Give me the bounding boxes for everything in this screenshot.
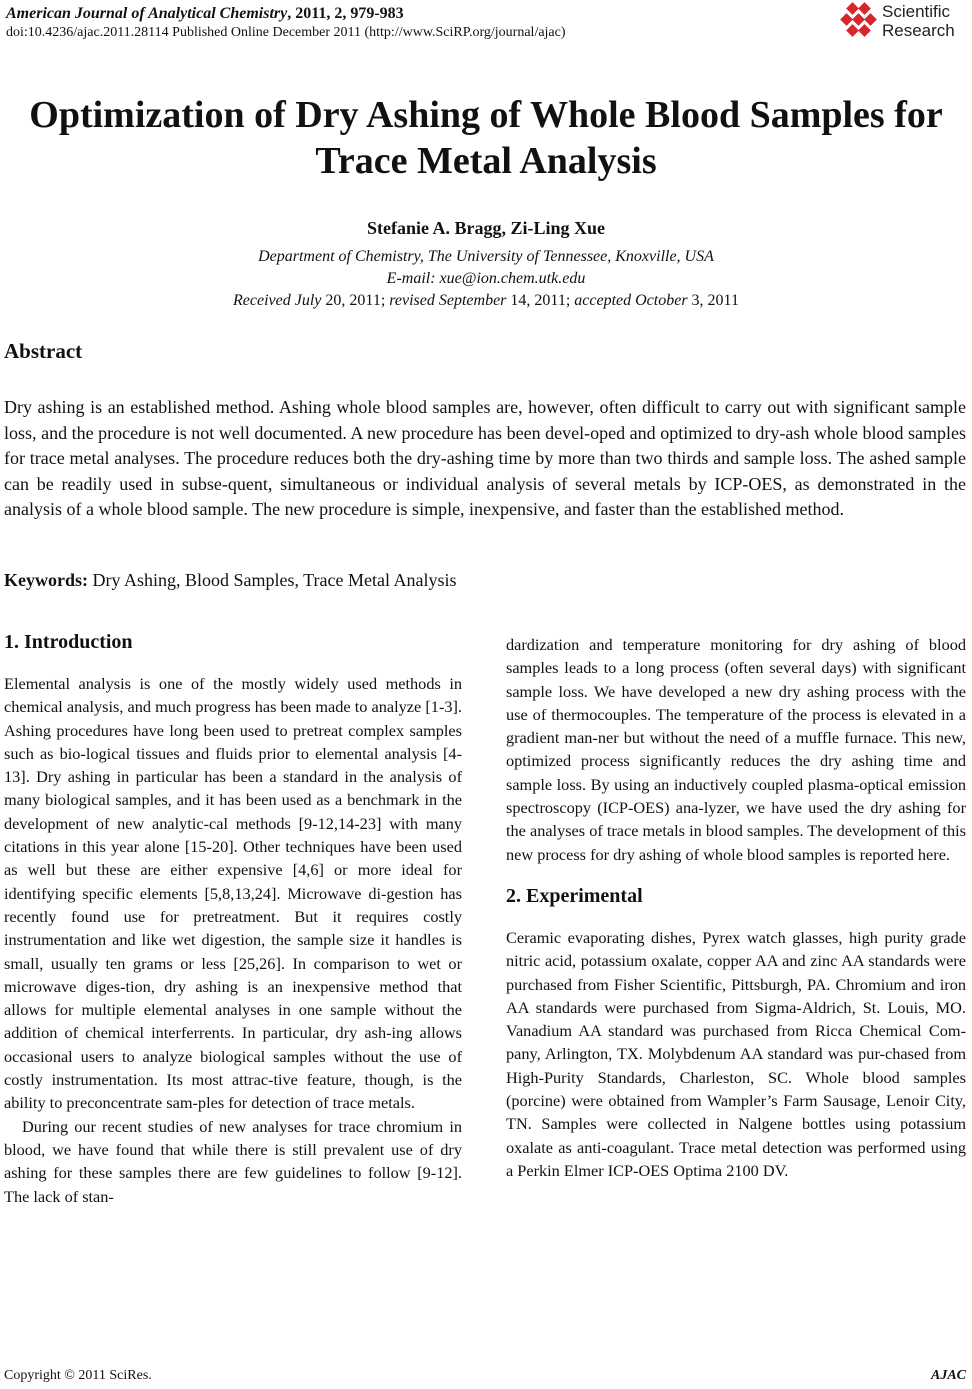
affiliation-block — [0, 246, 972, 290]
journal-header — [6, 4, 706, 42]
experimental-paragraph-1: Ceramic evaporating dishes, Pyrex watch glasses, high purity grade nitric acid, potassium oxalate, copper AA and zinc AA standards were purchased from Fisher Scientific, Pittsburgh, PA. Chromium and iron AA standards were purchased from Sigma-Aldrich, St. Louis, MO. Vanadium AA standard was purchased from Ricca Chemical Com-pany, Arlington, TX. Molybdenum AA standard was pur-chased from High-Purity Standards, Charleston, SC. Whole blood samples (porcine) were obtained from Wampler’s Farm Sausage, Lenoir City, TN. Samples were collected in Nalgene bottles using potassium oxalate as anti-coagulant. Trace metal detection was performed using a Perkin Elmer ICP-OES Optima 2100 DV. — [506, 927, 966, 1180]
experimental-heading: 2. Experimental — [506, 884, 643, 907]
keywords — [4, 570, 457, 591]
affiliation: Department of Chemistry, The University of Tennessee, Knoxville, USA — [258, 248, 714, 265]
copyright: Copyright © 2011 SciRes. — [4, 1368, 152, 1383]
accepted-label: accepted October — [574, 292, 688, 309]
publisher-logo — [836, 2, 966, 44]
paper-title — [10, 92, 962, 184]
received-label: Received July — [233, 292, 322, 309]
email: E-mail: xue@ion.chem.utk.edu — [386, 270, 586, 287]
keywords-text: Dry Ashing, Blood Samples, Trace Metal Analysis — [88, 570, 457, 590]
journal-name: American Journal of Analytical Chemistry — [6, 5, 288, 22]
logo-line-1: Scientific — [882, 2, 951, 21]
logo-mark-icon — [836, 2, 880, 42]
revised-date: 14, 2011; — [506, 292, 575, 309]
intro-heading: 1. Introduction — [4, 631, 133, 653]
left-column — [4, 630, 462, 1208]
revised-label: revised September — [389, 292, 507, 309]
logo-text — [882, 2, 955, 40]
authors: Stefanie A. Bragg, Zi-Ling Xue — [366, 218, 605, 238]
journal-issue: , 2011, 2, 979-983 — [287, 5, 404, 22]
intro-paragraph-1: Elemental analysis is one of the mostly widely used methods in chemical analysis, and much progress has been made to analyze [1-3]. Ashing procedures have long been used to pretreat complex samples such as bio-logical tissues and fluids prior to elemental analysis [4-13]. Dry ashing in particular has been a standard in the analysis of many biological samples, and it has been used as a benchmark in the development of new analytic-cal methods [9-12,14-23] with many citations in this year alone [15-20]. Other techniques have been used as well but these are either expensive [4,6] or more ideal for identifying specific elements [5,8,13,24]. Microwave di-gestion has recently found use for pretreatment. But it requires costly instrumentation and like wet digestion, the sample size it handles is small, usually ten grams or less [25,26]. In comparison to wet or microwave diges-tion, dry ashing is an inexpensive method that allows for multiple elemental analyses in one sample without the addition of chemical interferrents. In particular, dry ash-ing allows occasional users to analyze biological samples without the use of costly instrumentation. Its most attrac-tive feature, though, is the ability to preconcentrate sam-ples for detection of trace metals. — [4, 674, 462, 1113]
doi-line: doi:10.4236/ajac.2011.28114 Published Online December 2011 (http://www.SciRP.org/journal/ajac) — [6, 25, 566, 40]
keywords-label: Keywords: — [4, 570, 88, 590]
intro-paragraph-3: dardization and temperature monitoring for dry ashing of blood samples leads to a long process (often several days) with significant sample loss. We have developed a new dry ashing process with the use of thermocouples. The temperature of the process is elevated in a gradient man-ner but without the need of a muffle furnace. This new, optimized process significantly reduces the dry ashing time and sample loss. By using an inductively coupled plasma-optical emission spectroscopy (ICP-OES) ana-lyzer, we have used the dry ashing for the analyses of trace metals in blood samples. The development of this new process for dry ashing of whole blood samples is reported here. — [506, 635, 966, 864]
intro-paragraph-2: During our recent studies of new analyses for trace chromium in blood, we have found that while there is still prevalent use of dry ashing for these samples there are few guidelines to follow [9-12]. The lack of stan- — [4, 1116, 462, 1206]
abstract-text: Dry ashing is an established method. Ashing whole blood samples are, however, often difficult to carry out with significant sample loss, and the procedure is not well documented. A new procedure has been devel-oped and optimized to dry-ash whole blood samples for trace metal analyses. The procedure reduces both the dry-ashing time by more than two thirds and sample loss. The ashed sample can be readily used in subse-quent, simultaneous or individual analysis of several metals by ICP-OES, as demonstrated in the analysis of a whole blood sample. The new procedure is simple, inexpensive, and faster than the established method. — [4, 397, 966, 519]
logo-line-2: Research — [882, 21, 955, 40]
title-line-2: Trace Metal Analysis — [315, 140, 657, 182]
abstract-heading: Abstract — [4, 339, 83, 363]
received-dates — [0, 292, 972, 310]
right-column — [506, 633, 966, 1182]
journal-citation — [6, 4, 706, 24]
received-date: 20, 2011; — [321, 292, 390, 309]
accepted-date: 3, 2011 — [687, 292, 739, 309]
title-line-1: Optimization of Dry Ashing of Whole Blood Samples for — [29, 94, 943, 136]
journal-abbr: AJAC — [930, 1368, 966, 1383]
page-footer — [4, 1368, 966, 1384]
